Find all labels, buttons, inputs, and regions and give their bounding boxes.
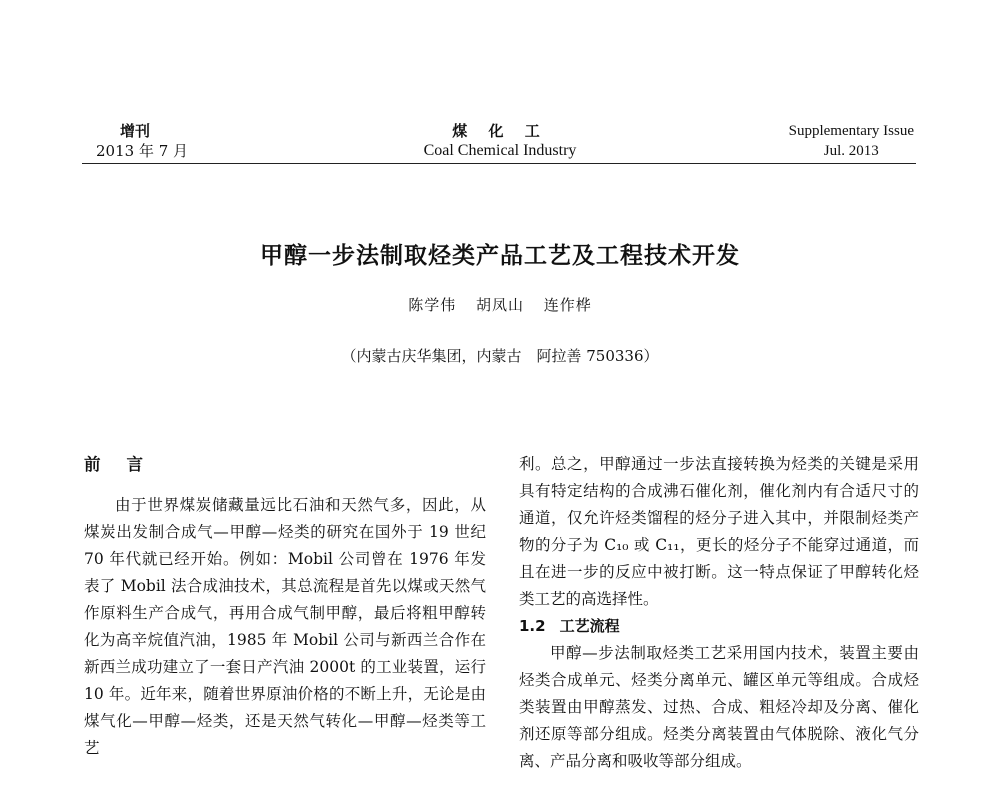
journal-issue-info-en — [789, 121, 914, 161]
subsection-number: 1.2 — [519, 617, 546, 635]
right-column — [519, 451, 919, 775]
body-paragraph: 甲醇—步法制取烃类工艺采用国内技术，装置主要由烃类合成单元、烃类分离单元、罐区单元等组成。合成烃类装置由甲醇蒸发、过热、合成、粗烃冷却及分离、催化剂还原等部分组成。烃类分离装置由气体脱除、液化气分离、产品分离和吸收等部分组成。 — [519, 644, 919, 770]
section-heading-foreword: 前言 — [84, 455, 169, 474]
left-column — [84, 451, 486, 762]
issue-date-en: Jul. 2013 — [823, 143, 879, 159]
body-paragraph: 由于世界煤炭储藏量远比石油和天然气多，因此，从煤炭出发制合成气—甲醇—烃类的研究在国外于 19 世纪 70 年代就已经开始。例如：Mobil 公司曾在 1976 年发表了 Mobil 法合成油技术，其总流程是首先以煤或天然气作原料生产合成气，再用合成气制甲醇，最后将粗甲醇转化为高辛烷值汽油，1985 年 Mobil 公司与新西兰合作在新西兰成功建立了一套日产汽油 2000t 的工业装置，运行 10 年。近年来，随着世界原油价格的不断上升，无论是由煤气化—甲醇—烃类，还是天然气转化—甲醇—烃类等工艺 — [84, 496, 486, 757]
body-paragraph-continued: 利。总之，甲醇通过一步法直接转换为烃类的关键是采用具有特定结构的合成沸石催化剂，催化剂内有合适尺寸的通道，仅允许烃类馏程的烃分子进入其中，并限制烃类产物的分子为 C₁₀ 或 C₁₁，更长的烃分子不能穿过通道，而且在进一步的反应中被打断。这一特点保证了甲醇转化烃类工艺的高选择性。 — [519, 455, 919, 608]
subsection-title: 工艺流程 — [559, 617, 620, 635]
journal-name — [380, 121, 620, 161]
article-title: 甲醇一步法制取烃类产品工艺及工程技术开发 — [260, 243, 740, 269]
issue-date: 2013 年 7 月 — [96, 142, 189, 160]
issue-label: 增刊 — [120, 122, 151, 140]
article-authors: 陈学伟 胡凤山 连作桦 — [408, 296, 592, 314]
journal-name-cn: 煤 化 工 — [452, 122, 548, 140]
header-rule — [82, 163, 916, 164]
article-affiliation: （内蒙古庆华集团，内蒙古 阿拉善 750336） — [341, 347, 659, 365]
journal-name-en: Coal Chemical Industry — [423, 142, 577, 159]
subsection-heading — [519, 613, 919, 640]
journal-issue-info — [96, 121, 188, 161]
issue-label-en: Supplementary Issue — [788, 123, 914, 139]
